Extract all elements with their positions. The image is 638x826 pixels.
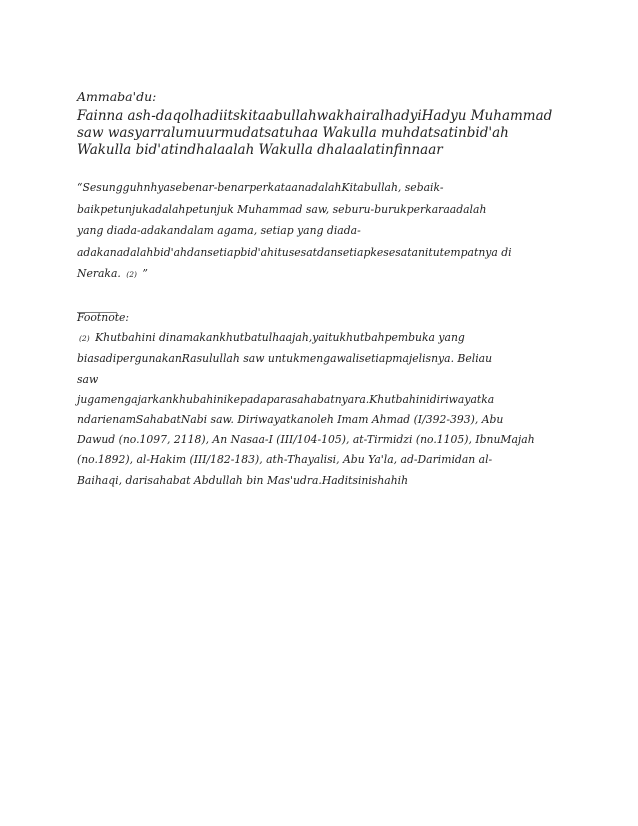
footnote-first-line [77, 328, 567, 349]
footnote-line: ndarienamSahabatNabi saw. Diriwayatkanoleh Imam Ahmad (I/392-393), Abu [77, 413, 504, 427]
footnote-reference-mark[interactable]: (2) [79, 334, 90, 344]
footnote-line: Khutbahini dinamakankhutbatulhaajah,yaitukhutbahpembuka yang [95, 331, 465, 345]
footnote-line: biasadipergunakanRasulullah saw untukmengawalisetiapmajelisnya. Beliau [77, 352, 493, 366]
footnote-line: jugamengajarkankhubahinikepadaparasahabatnyara.Khutbahinidiriwayatka [77, 392, 495, 406]
greeting-text: Ammaba'du: [77, 89, 157, 104]
footnote-label: Footnote: [77, 311, 130, 324]
arabic-line: Fainna ash-daqolhadiitskitaabullahwakhairalhadyiHadyu Muhammad [77, 108, 553, 124]
footnote-line: Dawud (no.1097, 2118), An Nasaa-I (III/104-105), at-Tirmidzi (no.1105), IbnuMajah [77, 433, 535, 447]
translation-line: adakanadalahbid'ahdansetiapbid'ahitusesatdansetiapkesesatanitutempatnya di [77, 245, 512, 259]
arabic-line: Wakulla bid'atindhalaalah Wakulla dhalaalatinfinnaar [77, 142, 443, 158]
translation-last-text: Neraka. [77, 267, 121, 280]
translation-paragraph [77, 177, 567, 286]
footnote-line: Baihaqi, darisahabat Abdullah bin Mas'udra.Haditsinishahih [77, 473, 409, 487]
footnote-line: saw [77, 372, 99, 386]
translation-last-line [77, 263, 567, 286]
translation-line: yang diada-adakandalam agama, setiap yang diada- [77, 224, 361, 237]
closing-quote: ” [142, 267, 148, 280]
footnote-section [77, 308, 567, 491]
footnote-line: (no.1892), al-Hakim (III/182-183), ath-Thayalisi, Abu Ya'la, ad-Darimidan al- [77, 453, 493, 467]
opening-section [77, 88, 567, 159]
footnote-separator: _____ [77, 294, 117, 313]
arabic-line: saw wasyarralumuurmudatsatuhaa Wakulla muhdatsatinbid'ah [77, 125, 509, 141]
translation-line: “Sesungguhnhyasebenar-benarperkataanadalahKitabullah, sebaik- [77, 181, 444, 194]
translation-line: baikpetunjukadalahpetunjuk Muhammad saw, seburu-burukperkaraadalah [77, 202, 487, 216]
footnote-reference-link[interactable]: (2) [126, 270, 137, 279]
